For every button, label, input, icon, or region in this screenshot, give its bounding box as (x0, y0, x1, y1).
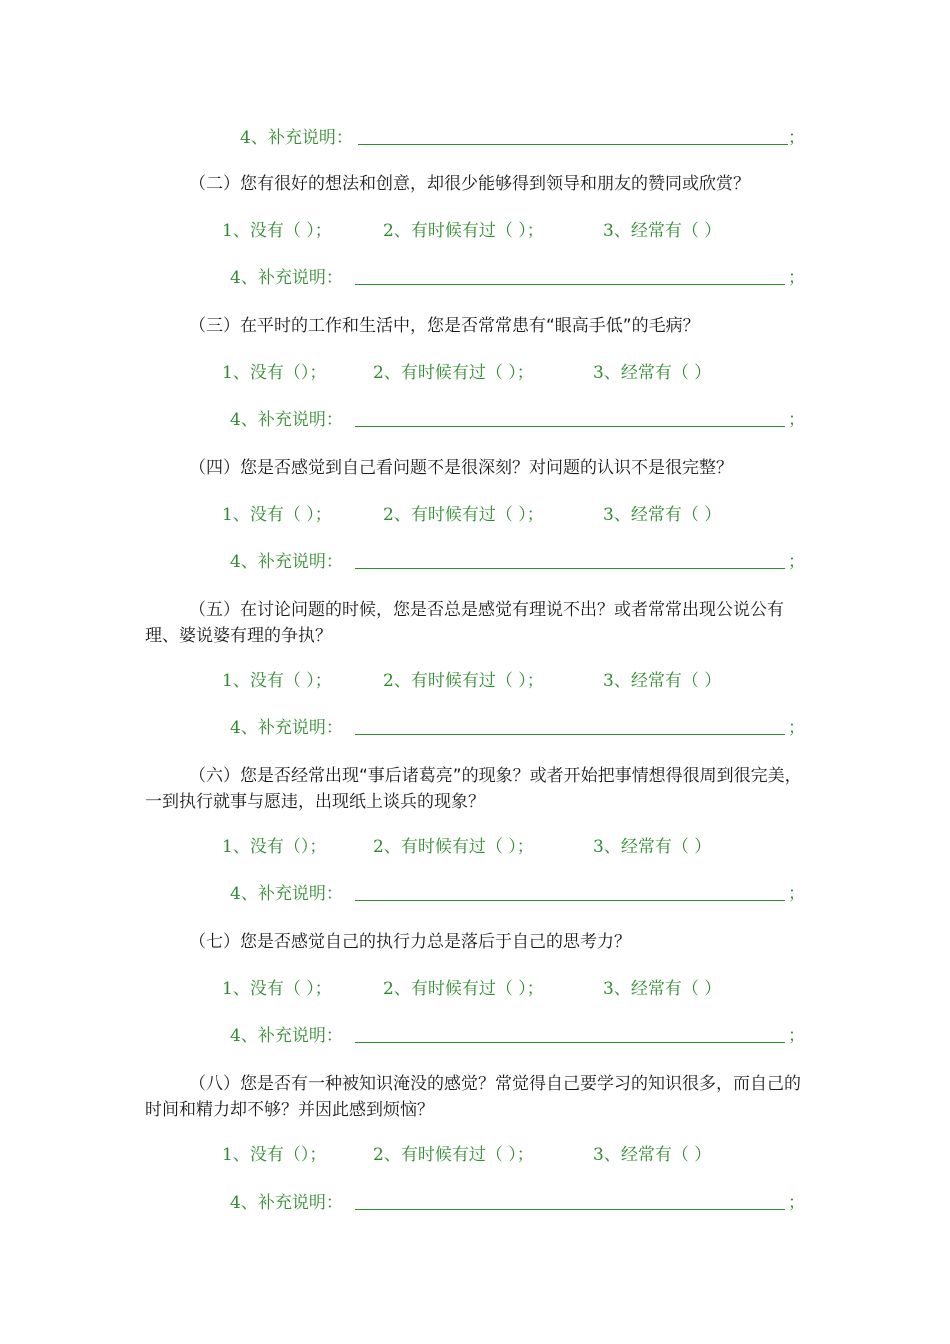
supplement-answer-line[interactable] (355, 1209, 785, 1210)
question-5: （五）在讨论问题的时候，您是否总是感觉有理说不出？或者常常出现公说公有理、婆说婆有理的争执？ (145, 600, 784, 646)
q8-supplement (230, 1192, 805, 1214)
q2-option-2[interactable]: 2、有时候有过（ ）； (383, 221, 544, 241)
question-7: （七）您是否感觉自己的执行力总是落后于自己的思考力？ (189, 932, 631, 952)
supplement-label: 4、补充说明： (230, 410, 343, 430)
supplement-end: ； (788, 410, 805, 430)
supplement-end: ； (788, 718, 805, 738)
q4-option-2[interactable]: 2、有时候有过（ ）； (383, 505, 544, 525)
supplement-label: 4、补充说明： (230, 718, 343, 738)
supplement-answer-line[interactable] (358, 144, 788, 145)
q8-option-1[interactable]: 1、没有（）； (222, 1145, 327, 1165)
q8-option-2[interactable]: 2、有时候有过（ ）； (373, 1145, 534, 1165)
supplement-end: ； (788, 268, 805, 288)
q3-option-2[interactable]: 2、有时候有过（ ）； (373, 363, 534, 383)
supplement-label: 4、补充说明： (230, 268, 343, 288)
supplement-answer-line[interactable] (355, 1042, 785, 1043)
q6-option-1[interactable]: 1、没有（）； (222, 837, 327, 857)
supplement-label: 4、补充说明： (230, 552, 343, 572)
supplement-answer-line[interactable] (355, 900, 785, 901)
q7-option-2[interactable]: 2、有时候有过（ ）； (383, 979, 544, 999)
supplement-end: ； (788, 1193, 805, 1213)
q3-supplement (230, 409, 805, 431)
supplement-row-1 (240, 127, 805, 149)
supplement-answer-line[interactable] (355, 568, 785, 569)
q7-option-1[interactable]: 1、没有（ ）； (222, 979, 332, 999)
q6-option-3[interactable]: 3、经常有（ ） (593, 837, 712, 857)
supplement-answer-line[interactable] (355, 284, 785, 285)
q7-option-3[interactable]: 3、经常有（ ） (603, 979, 722, 999)
supplement-end: ； (788, 128, 805, 148)
supplement-end: ； (788, 884, 805, 904)
q6-supplement (230, 883, 805, 905)
q2-supplement (230, 267, 805, 289)
supplement-label: 4、补充说明： (230, 884, 343, 904)
q8-option-3[interactable]: 3、经常有（ ） (593, 1145, 712, 1165)
q2-option-1[interactable]: 1、没有（ ）； (222, 221, 332, 241)
q5-option-3[interactable]: 3、经常有（ ） (603, 671, 722, 691)
supplement-label: 4、补充说明： (230, 1026, 343, 1046)
supplement-label: 4、补充说明： (240, 128, 353, 148)
q3-option-1[interactable]: 1、没有（）； (222, 363, 327, 383)
q5-supplement (230, 717, 805, 739)
q4-option-3[interactable]: 3、经常有（ ） (603, 505, 722, 525)
question-4: （四）您是否感觉到自己看问题不是很深刻？对问题的认识不是很完整？ (189, 458, 733, 478)
q5-option-1[interactable]: 1、没有（ ）； (222, 671, 332, 691)
supplement-answer-line[interactable] (355, 734, 785, 735)
question-2: （二）您有很好的想法和创意，却很少能够得到领导和朋友的赞同或欣赏？ (189, 174, 750, 194)
q3-option-3[interactable]: 3、经常有（ ） (593, 363, 712, 383)
supplement-end: ； (788, 552, 805, 572)
q7-supplement (230, 1025, 805, 1047)
q2-option-3[interactable]: 3、经常有（ ） (603, 221, 722, 241)
supplement-label: 4、补充说明： (230, 1193, 343, 1213)
q6-option-2[interactable]: 2、有时候有过（ ）； (373, 837, 534, 857)
question-6: （六）您是否经常出现“事后诸葛亮”的现象？或者开始把事情想得很周到很完美，一到执行就事与愿违，出现纸上谈兵的现象？ (145, 766, 802, 812)
supplement-answer-line[interactable] (355, 426, 785, 427)
q4-supplement (230, 551, 805, 573)
question-8: （八）您是否有一种被知识淹没的感觉？常觉得自己要学习的知识很多，而自己的时间和精力却不够？并因此感到烦恼？ (145, 1074, 801, 1120)
supplement-end: ； (788, 1026, 805, 1046)
q4-option-1[interactable]: 1、没有（ ）； (222, 505, 332, 525)
question-3: （三）在平时的工作和生活中，您是否常常患有“眼高手低”的毛病？ (189, 316, 700, 336)
q5-option-2[interactable]: 2、有时候有过（ ）； (383, 671, 544, 691)
